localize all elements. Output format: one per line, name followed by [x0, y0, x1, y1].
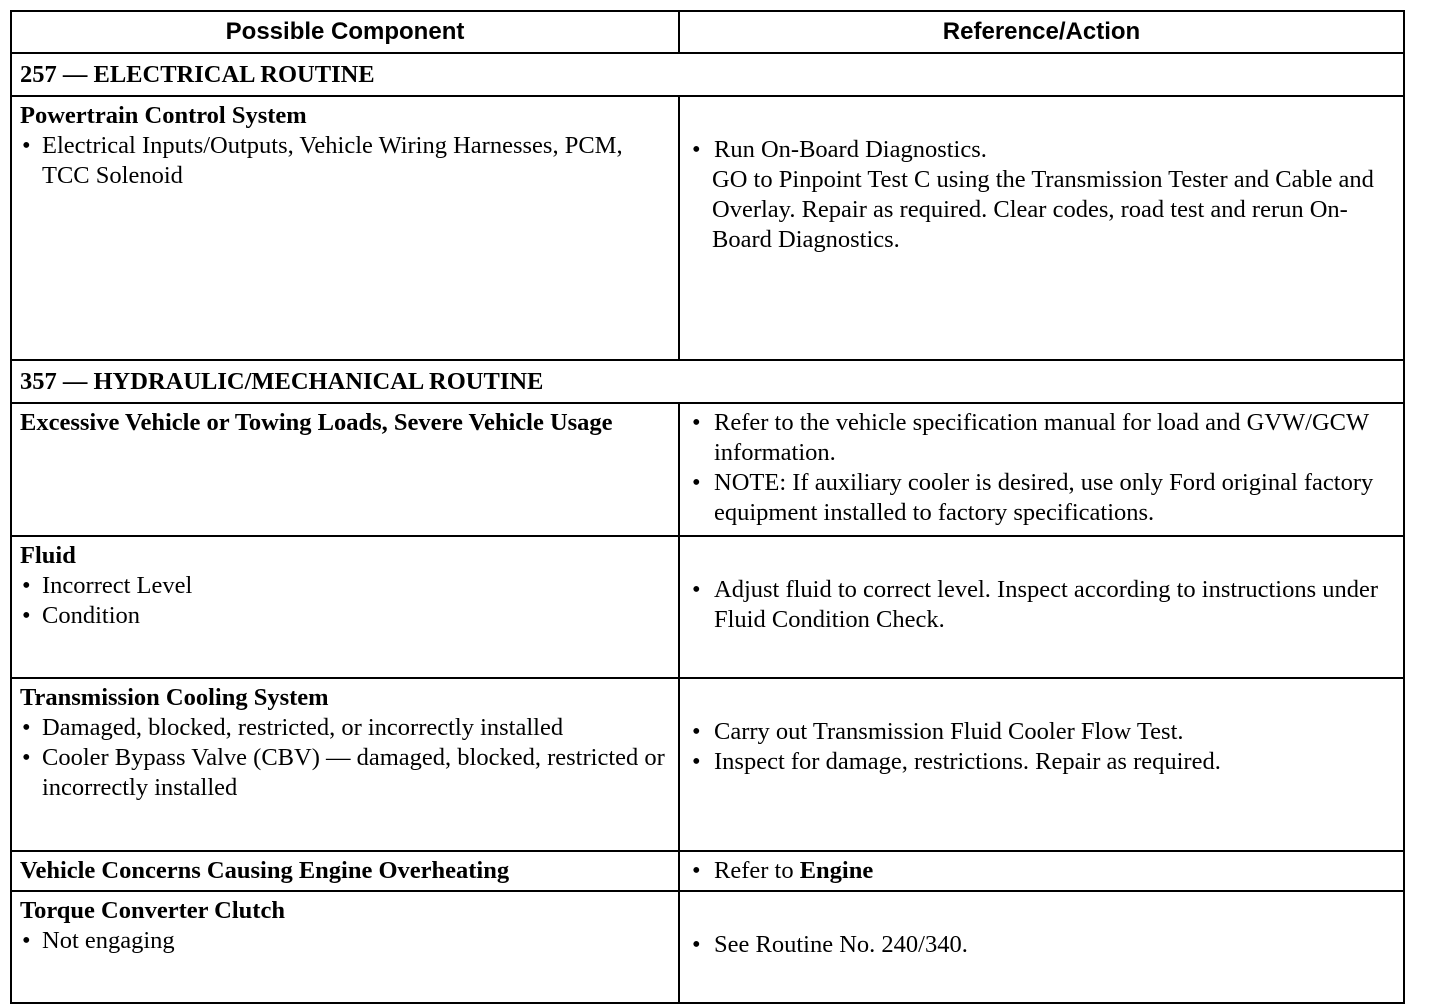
section-title-hydraulic: 357 — HYDRAULIC/MECHANICAL ROUTINE	[11, 360, 1404, 403]
action-items	[688, 717, 1395, 777]
list-item: • Cooler Bypass Valve (CBV) — damaged, blocked, restricted or incorrectly installed	[20, 743, 670, 803]
section-row	[11, 53, 1404, 96]
component-items	[20, 926, 670, 956]
list-item: • NOTE: If auxiliary cooler is desired, use only Ford original factory equipment installed to factory specifications.	[688, 468, 1395, 528]
list-item: • Refer to the vehicle specification manual for load and GVW/GCW information.	[688, 408, 1395, 468]
diagnostic-table	[10, 10, 1405, 1004]
component-cell	[11, 851, 679, 891]
header-possible-component: Possible Component	[11, 11, 679, 53]
action-cell	[679, 851, 1404, 891]
list-item: • Condition	[20, 601, 670, 631]
action-cell	[679, 96, 1404, 360]
table-row	[11, 536, 1404, 678]
list-item: • See Routine No. 240/340.	[688, 930, 1395, 960]
action-cell	[679, 678, 1404, 851]
action-cell	[679, 536, 1404, 678]
component-items	[20, 713, 670, 803]
table-row	[11, 96, 1404, 360]
table-row	[11, 403, 1404, 536]
section-row	[11, 360, 1404, 403]
list-item: • Incorrect Level	[20, 571, 670, 601]
action-continuation: GO to Pinpoint Test C using the Transmission Tester and Cable and Overlay. Repair as required. Clear codes, road test and rerun On-Board Diagnostics.	[712, 166, 1374, 253]
action-prefix: Refer to	[714, 857, 794, 884]
list-item: • Carry out Transmission Fluid Cooler Flow Test.	[688, 717, 1395, 747]
section-title-electrical: 257 — ELECTRICAL ROUTINE	[11, 53, 1404, 96]
list-item: • Electrical Inputs/Outputs, Vehicle Wiring Harnesses, PCM, TCC Solenoid	[20, 131, 670, 191]
component-cell	[11, 403, 679, 536]
component-cell	[11, 891, 679, 1003]
component-title: Powertrain Control System	[20, 102, 307, 129]
action-items	[688, 575, 1395, 635]
action-bold-reference: Engine	[799, 857, 874, 884]
action-cell	[679, 891, 1404, 1003]
header-reference-action: Reference/Action	[679, 11, 1404, 53]
component-cell	[11, 536, 679, 678]
list-item: • Adjust fluid to correct level. Inspect according to instructions under Fluid Condition Check.	[688, 575, 1395, 635]
list-item: • Damaged, blocked, restricted, or incorrectly installed	[20, 713, 670, 743]
component-title: Vehicle Concerns Causing Engine Overheating	[20, 857, 510, 884]
list-item: • Inspect for damage, restrictions. Repair as required.	[688, 747, 1395, 777]
table-header-row	[11, 11, 1404, 53]
component-title: Transmission Cooling System	[20, 684, 329, 711]
component-title: Fluid	[20, 542, 76, 569]
table-row	[11, 678, 1404, 851]
table-row	[11, 851, 1404, 891]
action-cell	[679, 403, 1404, 536]
component-cell	[11, 96, 679, 360]
component-title: Torque Converter Clutch	[20, 897, 285, 924]
list-item: • Not engaging	[20, 926, 670, 956]
action-items	[688, 930, 1395, 960]
table-row	[11, 891, 1404, 1003]
component-items	[20, 571, 670, 631]
action-items	[688, 135, 1395, 165]
component-items	[20, 131, 670, 191]
component-cell	[11, 678, 679, 851]
component-title: Excessive Vehicle or Towing Loads, Severe Vehicle Usage	[20, 409, 613, 436]
action-items	[688, 408, 1395, 528]
list-item: • Run On-Board Diagnostics.	[688, 135, 1395, 165]
